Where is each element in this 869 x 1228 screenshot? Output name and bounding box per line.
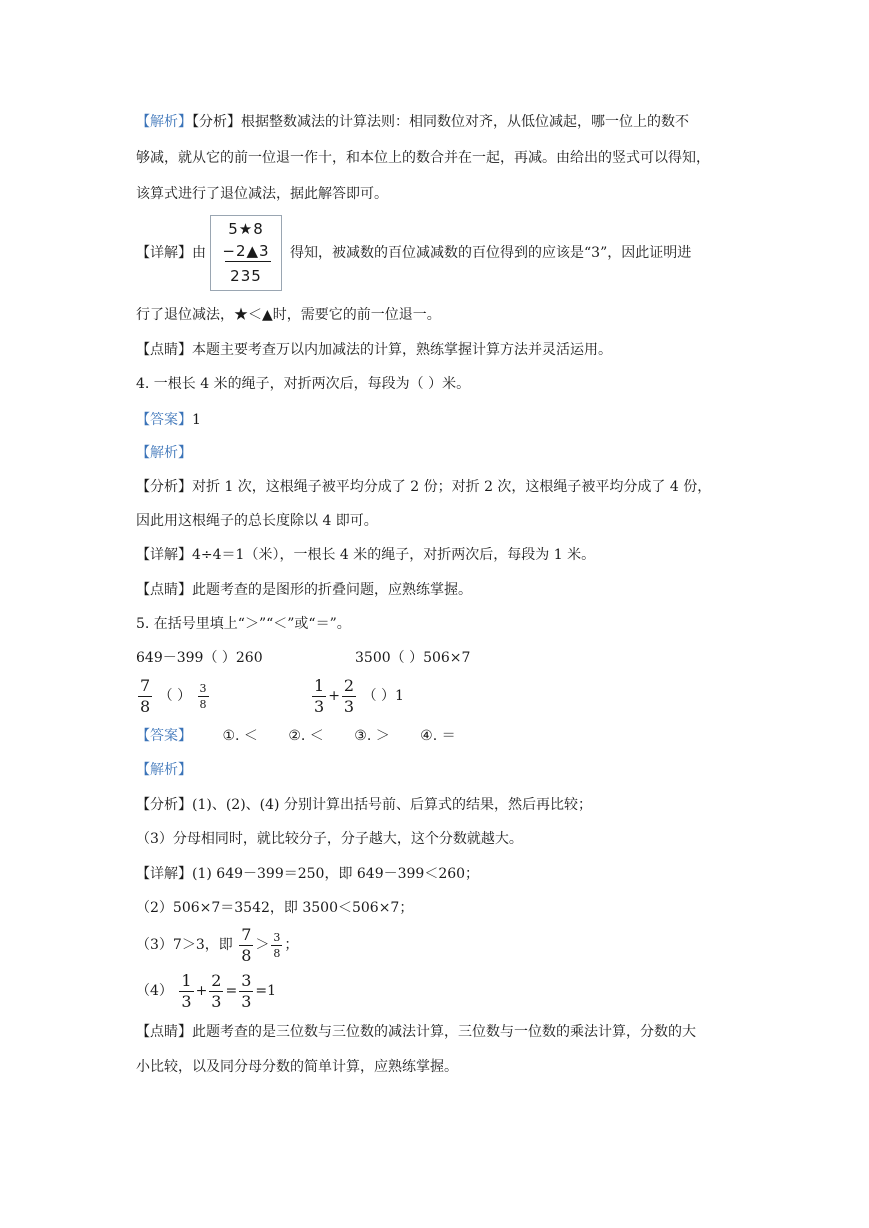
fraction-1-3 — [179, 970, 193, 1011]
detail-tag: 【详解】 — [136, 547, 192, 563]
plus-sign: + — [195, 983, 208, 999]
q3-analysis-line-1 — [136, 112, 689, 132]
q5-detail-line-2: （2）506×7＝3542，即 3500＜506×7； — [136, 900, 414, 916]
fraction-7-8 — [239, 924, 253, 965]
denominator: 8 — [199, 697, 207, 711]
point-text: 本题主要考查万以内加减法的计算，熟练掌握计算方法并灵活运用。 — [192, 342, 612, 358]
q5-item-2: 3500（ ）506×7 — [355, 650, 471, 666]
numerator: 1 — [314, 675, 325, 695]
vertical-row-1: 5★8 — [228, 220, 264, 238]
point-tag: 【点睛】 — [136, 1024, 192, 1040]
q5-point-line-2: 小比较，以及同分母分数的简单计算，应熟练掌握。 — [136, 1059, 458, 1075]
detail-pre: 由 — [192, 245, 206, 261]
denominator: 3 — [314, 696, 325, 716]
q3-detail-line-1: 得知，被减数的百位减减数的百位得到的应该是“3”，因此证明进 — [290, 245, 692, 261]
analysis-tag: 【分析】 — [192, 114, 241, 130]
denominator: 8 — [140, 696, 151, 716]
detail-text: 4÷4＝1（米），一根长 4 米的绳子，对折两次后，每段为 1 米。 — [192, 547, 596, 563]
plus-sign: + — [328, 688, 340, 704]
detail-pre: （4） — [136, 983, 173, 999]
semicolon: ； — [284, 937, 299, 953]
numerator: 3 — [199, 681, 207, 695]
q4-answer-line — [136, 410, 201, 430]
denominator: 8 — [241, 945, 252, 965]
q5-item-3 — [136, 676, 211, 716]
q5-detail-line-1 — [136, 864, 479, 884]
denominator: 3 — [211, 991, 222, 1011]
q4-analysis-line-1 — [136, 477, 711, 497]
analysis-text: (1)、(2)、(4) 分别计算出括号前、后算式的结果，然后再比较； — [192, 797, 592, 813]
denominator: 3 — [343, 696, 355, 716]
answer-value: 1 — [192, 412, 201, 428]
detail-text: (1) 649－399＝250，即 649－399＜260； — [192, 866, 480, 882]
fraction-2-3 — [342, 675, 356, 716]
q5-item-1: 649－399（ ）260 — [136, 650, 263, 666]
answer-3: ③. ＞ — [354, 728, 390, 744]
fraction-2-3 — [209, 970, 223, 1011]
q5-question: 5. 在括号里填上“＞”“＜”或“＝”。 — [136, 616, 351, 632]
detail-pre: （3）7＞3，即 — [136, 937, 233, 953]
q5-point-line-1 — [136, 1022, 696, 1042]
blank: （ ）1 — [362, 688, 404, 704]
answer-tag: 【答案】 — [136, 728, 192, 744]
fraction-3-8 — [198, 683, 209, 710]
q5-analysis-line-2: （3）分母相同时，就比较分子，分子越大，这个分数就越大。 — [136, 831, 523, 847]
q5-answer-line — [136, 726, 456, 746]
q3-analysis-line-2: 够减，就从它的前一位退一作十，和本位上的数合并在一起，再减。由给出的竖式可以得知， — [136, 150, 710, 166]
answer-4: ④. ＝ — [420, 728, 456, 744]
q5-jiexi-tag: 【解析】 — [136, 762, 192, 778]
fraction-3-3 — [239, 970, 253, 1011]
point-text: 此题考查的是图形的折叠问题，应熟练掌握。 — [192, 582, 472, 598]
analysis-tag: 【分析】 — [136, 797, 192, 813]
result: =1 — [255, 983, 277, 999]
point-text: 此题考查的是三位数与三位数的减法计算，三位数与一位数的乘法计算，分数的大 — [192, 1024, 696, 1040]
equals-sign: = — [225, 983, 238, 999]
denominator: 8 — [273, 946, 281, 960]
q3-point-line — [136, 340, 612, 360]
numerator: 3 — [241, 970, 252, 990]
fraction-3-8 — [271, 932, 282, 959]
q5-analysis-line-1 — [136, 795, 592, 815]
jiexi-tag: 【解析】 — [136, 114, 192, 130]
numerator: 7 — [140, 675, 151, 695]
fraction-1-3 — [312, 675, 326, 716]
fraction-7-8 — [138, 675, 152, 716]
answer-tag: 【答案】 — [136, 412, 192, 428]
analysis-text: 对折 1 次，这根绳子被平均分成了 2 份；对折 2 次，这根绳子被平均分成了 4 份， — [192, 479, 712, 495]
q5-detail-line-3 — [136, 925, 298, 965]
denominator: 3 — [181, 991, 192, 1011]
q5-detail-line-4 — [136, 971, 276, 1011]
detail-tag: 【详解】 — [136, 866, 192, 882]
vertical-rule — [225, 261, 271, 262]
q4-point-line — [136, 580, 472, 600]
numerator: 2 — [343, 675, 355, 695]
numerator: 7 — [241, 924, 252, 944]
numerator: 1 — [181, 970, 192, 990]
denominator: 3 — [241, 991, 252, 1011]
blank: （ ） — [158, 688, 192, 704]
q3-analysis-line-3: 该算式进行了退位减法，据此解答即可。 — [136, 186, 388, 202]
vertical-row-2: −2▲3 — [222, 242, 270, 260]
point-tag: 【点睛】 — [136, 342, 192, 358]
q5-item-4 — [310, 676, 404, 716]
numerator: 2 — [211, 970, 222, 990]
q3-detail-prefix — [136, 243, 206, 263]
q4-question: 4. 一根长 4 米的绳子，对折两次后，每段为（ ）米。 — [136, 376, 471, 392]
analysis-tag: 【分析】 — [136, 479, 192, 495]
point-tag: 【点睛】 — [136, 582, 192, 598]
greater-sign: ＞ — [255, 937, 270, 953]
answer-2: ②. ＜ — [288, 728, 324, 744]
q4-analysis-line-2: 因此用这根绳子的总长度除以 4 即可。 — [136, 513, 378, 529]
detail-tag: 【详解】 — [136, 245, 192, 261]
q4-detail-line — [136, 545, 595, 565]
q4-jiexi-tag: 【解析】 — [136, 445, 192, 461]
answer-1: ①. ＜ — [222, 728, 258, 744]
numerator: 3 — [273, 930, 281, 944]
vertical-row-3: 235 — [230, 267, 262, 285]
vertical-subtraction-box — [210, 215, 282, 291]
q3-detail-line-2: 行了退位减法，★＜▲时，需要它的前一位退一。 — [136, 307, 441, 323]
analysis-text: 根据整数减法的计算法则：相同数位对齐，从低位减起，哪一位上的数不 — [241, 114, 689, 130]
